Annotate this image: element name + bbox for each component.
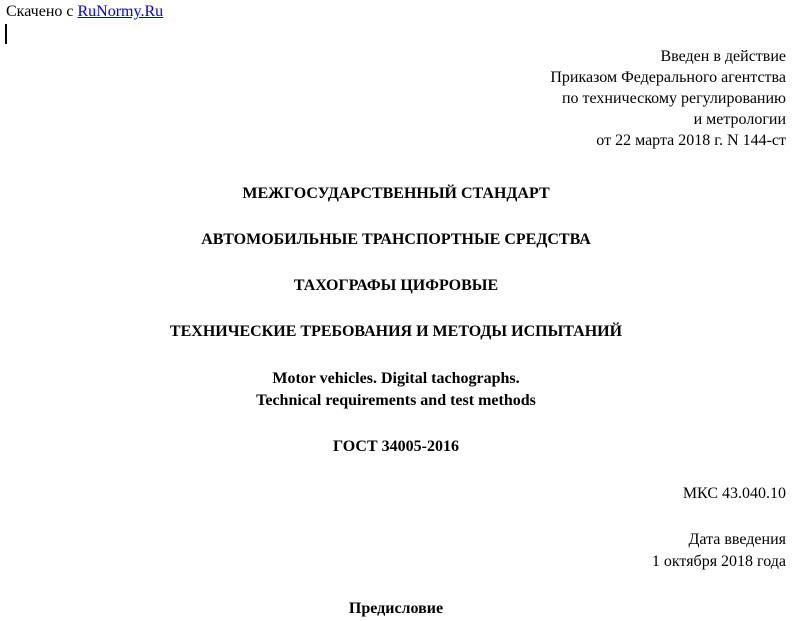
approval-line: по техническому регулированию: [561, 90, 786, 107]
approval-line: Приказом Федерального агентства: [550, 69, 786, 86]
effective-date-label: Дата введения: [688, 531, 786, 548]
tachographs-heading: ТАХОГРАФЫ ЦИФРОВЫЕ: [293, 277, 499, 294]
approval-line: Введен в действие: [660, 48, 786, 65]
vehicles-heading: АВТОМОБИЛЬНЫЕ ТРАНСПОРТНЫЕ СРЕДСТВА: [201, 231, 591, 248]
requirements-heading: ТЕХНИЧЕСКИЕ ТРЕБОВАНИЯ И МЕТОДЫ ИСПЫТАНИЙ: [169, 323, 623, 340]
effective-date: 1 октября 2018 года: [651, 553, 786, 570]
approval-line: и метрологии: [693, 111, 786, 128]
english-title-line-1: Motor vehicles. Digital tachographs.: [272, 370, 520, 387]
text-cursor: [5, 24, 7, 44]
gost-number: ГОСТ 34005-2016: [333, 438, 459, 455]
preface-heading: Предисловие: [348, 600, 444, 617]
runormy-link[interactable]: RuNormy.Ru: [77, 3, 164, 20]
interstate-standard-heading: МЕЖГОСУДАРСТВЕННЫЙ СТАНДАРТ: [242, 185, 550, 202]
source-prefix: Скачено с: [6, 3, 78, 20]
approval-block: [550, 46, 786, 151]
source-line: [6, 2, 163, 22]
approval-line: от 22 марта 2018 г. N 144-ст: [596, 132, 786, 149]
english-title-line-2: Technical requirements and test methods: [256, 392, 536, 409]
mks-code: МКС 43.040.10: [682, 485, 786, 502]
